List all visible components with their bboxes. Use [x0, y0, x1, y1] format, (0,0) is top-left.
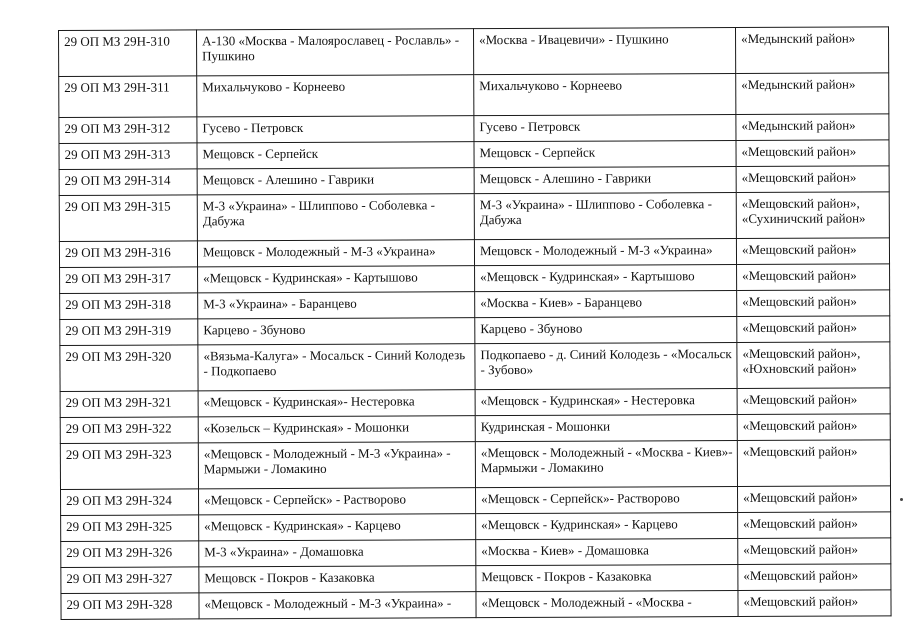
road-code-cell: 29 ОП МЗ 29Н-323 [60, 443, 198, 490]
road-route-cell: М-3 «Украина» - Шлиппово - Соболевка - Дабужа [474, 193, 736, 240]
road-code-cell: 29 ОП МЗ 29Н-317 [60, 267, 198, 294]
district-cell: «Медынский район» [735, 27, 888, 74]
road-name-cell: Мещовск - Серпейск [197, 142, 474, 169]
road-name-cell: Михальчуково - Корнеево [197, 75, 474, 117]
road-code-cell: 29 ОП МЗ 29Н-312 [59, 117, 197, 144]
road-code-cell: 29 ОП МЗ 29Н-326 [61, 541, 199, 568]
road-route-cell: «Мещовск - Кудринская» - Карцево [476, 513, 738, 540]
table-row [59, 192, 889, 242]
table-row [61, 512, 891, 542]
table-row [61, 590, 891, 620]
road-name-cell: Мещовск - Покров - Казаковка [199, 566, 476, 593]
road-name-cell: «Мещовск - Кудринская» - Карцево [199, 514, 476, 541]
road-code-cell: 29 ОП МЗ 29Н-325 [61, 515, 199, 542]
road-code-cell: 29 ОП МЗ 29Н-314 [59, 169, 197, 196]
road-code-cell: 29 ОП МЗ 29Н-328 [61, 593, 199, 620]
road-route-cell: Мещовск - Покров - Казаковка [476, 565, 738, 592]
table-row [60, 342, 890, 392]
road-code-cell: 29 ОП МЗ 29Н-311 [59, 76, 197, 118]
road-name-cell: «Мещовск - Молодежный - М-3 «Украина» - Мармыжи - Ломакино [198, 442, 475, 489]
district-cell: «Мещовский район» [738, 538, 891, 565]
district-cell: «Мещовский район» [737, 414, 890, 441]
scan-speck [900, 498, 903, 501]
road-name-cell: М-3 «Украина» - Баранцево [198, 292, 475, 319]
road-name-cell: «Мещовск - Кудринская» - Картышово [198, 266, 475, 293]
table-row [61, 564, 891, 594]
road-route-cell: Мещовск - Алешино - Гаврики [474, 167, 736, 194]
road-route-cell: Мещовск - Серпейск [474, 141, 736, 168]
district-cell: «Мещовский район» [737, 290, 890, 317]
table-row [60, 316, 890, 346]
district-cell: «Мещовский район» [736, 140, 889, 167]
table-row [59, 238, 889, 268]
road-route-cell: Михальчуково - Корнеево [474, 74, 736, 116]
table-row [60, 414, 890, 444]
district-cell: «Мещовский район» [737, 264, 890, 291]
road-name-cell: «Вязьма-Калуга» - Мосальск - Синий Колодезь - Подкопаево [198, 344, 475, 391]
road-name-cell: «Мещовск - Серпейск» - Растворово [199, 488, 476, 515]
road-route-cell: «Мещовск - Молодежный - «Москва - Киев»- Мармыжи - Ломакино [475, 441, 737, 488]
road-route-cell: Гусево - Петровск [474, 115, 736, 142]
table-row [60, 388, 890, 418]
road-name-cell: М-3 «Украина» - Домашовка [199, 540, 476, 567]
road-code-cell: 29 ОП МЗ 29Н-316 [59, 241, 197, 268]
road-name-cell: Карцево - Збуново [198, 318, 475, 345]
road-route-cell: «Мещовск - Кудринская» - Нестеровка [475, 389, 737, 416]
district-cell: «Мещовский район» [738, 590, 891, 617]
road-code-cell: 29 ОП МЗ 29Н-313 [59, 143, 197, 170]
district-cell: «Мещовский район» [738, 564, 891, 591]
road-route-cell: «Москва - Ивацевичи» - Пушкино [473, 28, 735, 75]
table-row [59, 166, 889, 196]
table-row [59, 140, 889, 170]
road-name-cell: Гусево - Петровск [197, 116, 474, 143]
road-code-cell: 29 ОП МЗ 29Н-315 [59, 195, 197, 242]
table-row [60, 440, 890, 490]
road-code-cell: 29 ОП МЗ 29Н-318 [60, 293, 198, 320]
road-name-cell: «Козельск – Кудринская» - Мошонки [198, 416, 475, 443]
district-cell: «Мещовский район» [737, 316, 890, 343]
table-row [59, 114, 889, 144]
table-row [60, 290, 890, 320]
road-name-cell: Мещовск - Молодежный - М-3 «Украина» [197, 240, 474, 267]
road-route-cell: «Мещовск - Серпейск»- Растворово [476, 487, 738, 514]
road-code-cell: 29 ОП МЗ 29Н-322 [60, 417, 198, 444]
district-cell: «Мещовский район», «Юхновский район» [737, 342, 890, 389]
road-code-cell: 29 ОП МЗ 29Н-310 [59, 30, 197, 77]
district-cell: «Медынский район» [736, 73, 889, 115]
road-route-cell: «Мещовск - Кудринская» - Картышово [475, 265, 737, 292]
road-route-cell: «Мещовск - Молодежный - «Москва - [476, 591, 738, 618]
table-row [59, 27, 889, 77]
road-route-cell: «Москва - Киев» - Баранцево [475, 291, 737, 318]
district-cell: «Мещовский район», «Сухиничский район» [736, 192, 889, 239]
road-route-cell: Кудринская - Мошонки [475, 415, 737, 442]
table-row [60, 264, 890, 294]
road-code-cell: 29 ОП МЗ 29Н-324 [61, 489, 199, 516]
district-cell: «Мещовский район» [737, 486, 890, 513]
road-name-cell: Мещовск - Алешино - Гаврики [197, 168, 474, 195]
district-cell: «Мещовский район» [736, 166, 889, 193]
road-route-cell: Подкопаево - д. Синий Колодезь - «Мосальск - Зубово» [475, 343, 737, 390]
roads-table [58, 26, 892, 620]
road-code-cell: 29 ОП МЗ 29Н-320 [60, 345, 198, 392]
table-row [59, 73, 889, 118]
road-name-cell: «Мещовск - Кудринская»- Нестеровка [198, 390, 475, 417]
road-name-cell: А-130 «Москва - Малоярославец - Рославль» - Пушкино [197, 29, 474, 76]
road-name-cell: «Мещовск - Молодежный - М-3 «Украина» - [199, 592, 476, 619]
road-code-cell: 29 ОП МЗ 29Н-321 [60, 391, 198, 418]
table-row [61, 486, 891, 516]
table-row [61, 538, 891, 568]
road-route-cell: «Москва - Киев» - Домашовка [476, 539, 738, 566]
road-code-cell: 29 ОП МЗ 29Н-319 [60, 319, 198, 346]
district-cell: «Медынский район» [736, 114, 889, 141]
district-cell: «Мещовский район» [737, 440, 890, 487]
district-cell: «Мещовский район» [737, 388, 890, 415]
district-cell: «Мещовский район» [736, 238, 889, 265]
district-cell: «Мещовский район» [738, 512, 891, 539]
road-route-cell: Мещовск - Молодежный - М-3 «Украина» [474, 239, 736, 266]
road-route-cell: Карцево - Збуново [475, 317, 737, 344]
road-code-cell: 29 ОП МЗ 29Н-327 [61, 567, 199, 594]
road-name-cell: М-3 «Украина» - Шлиппово - Соболевка - Дабужа [197, 194, 474, 241]
